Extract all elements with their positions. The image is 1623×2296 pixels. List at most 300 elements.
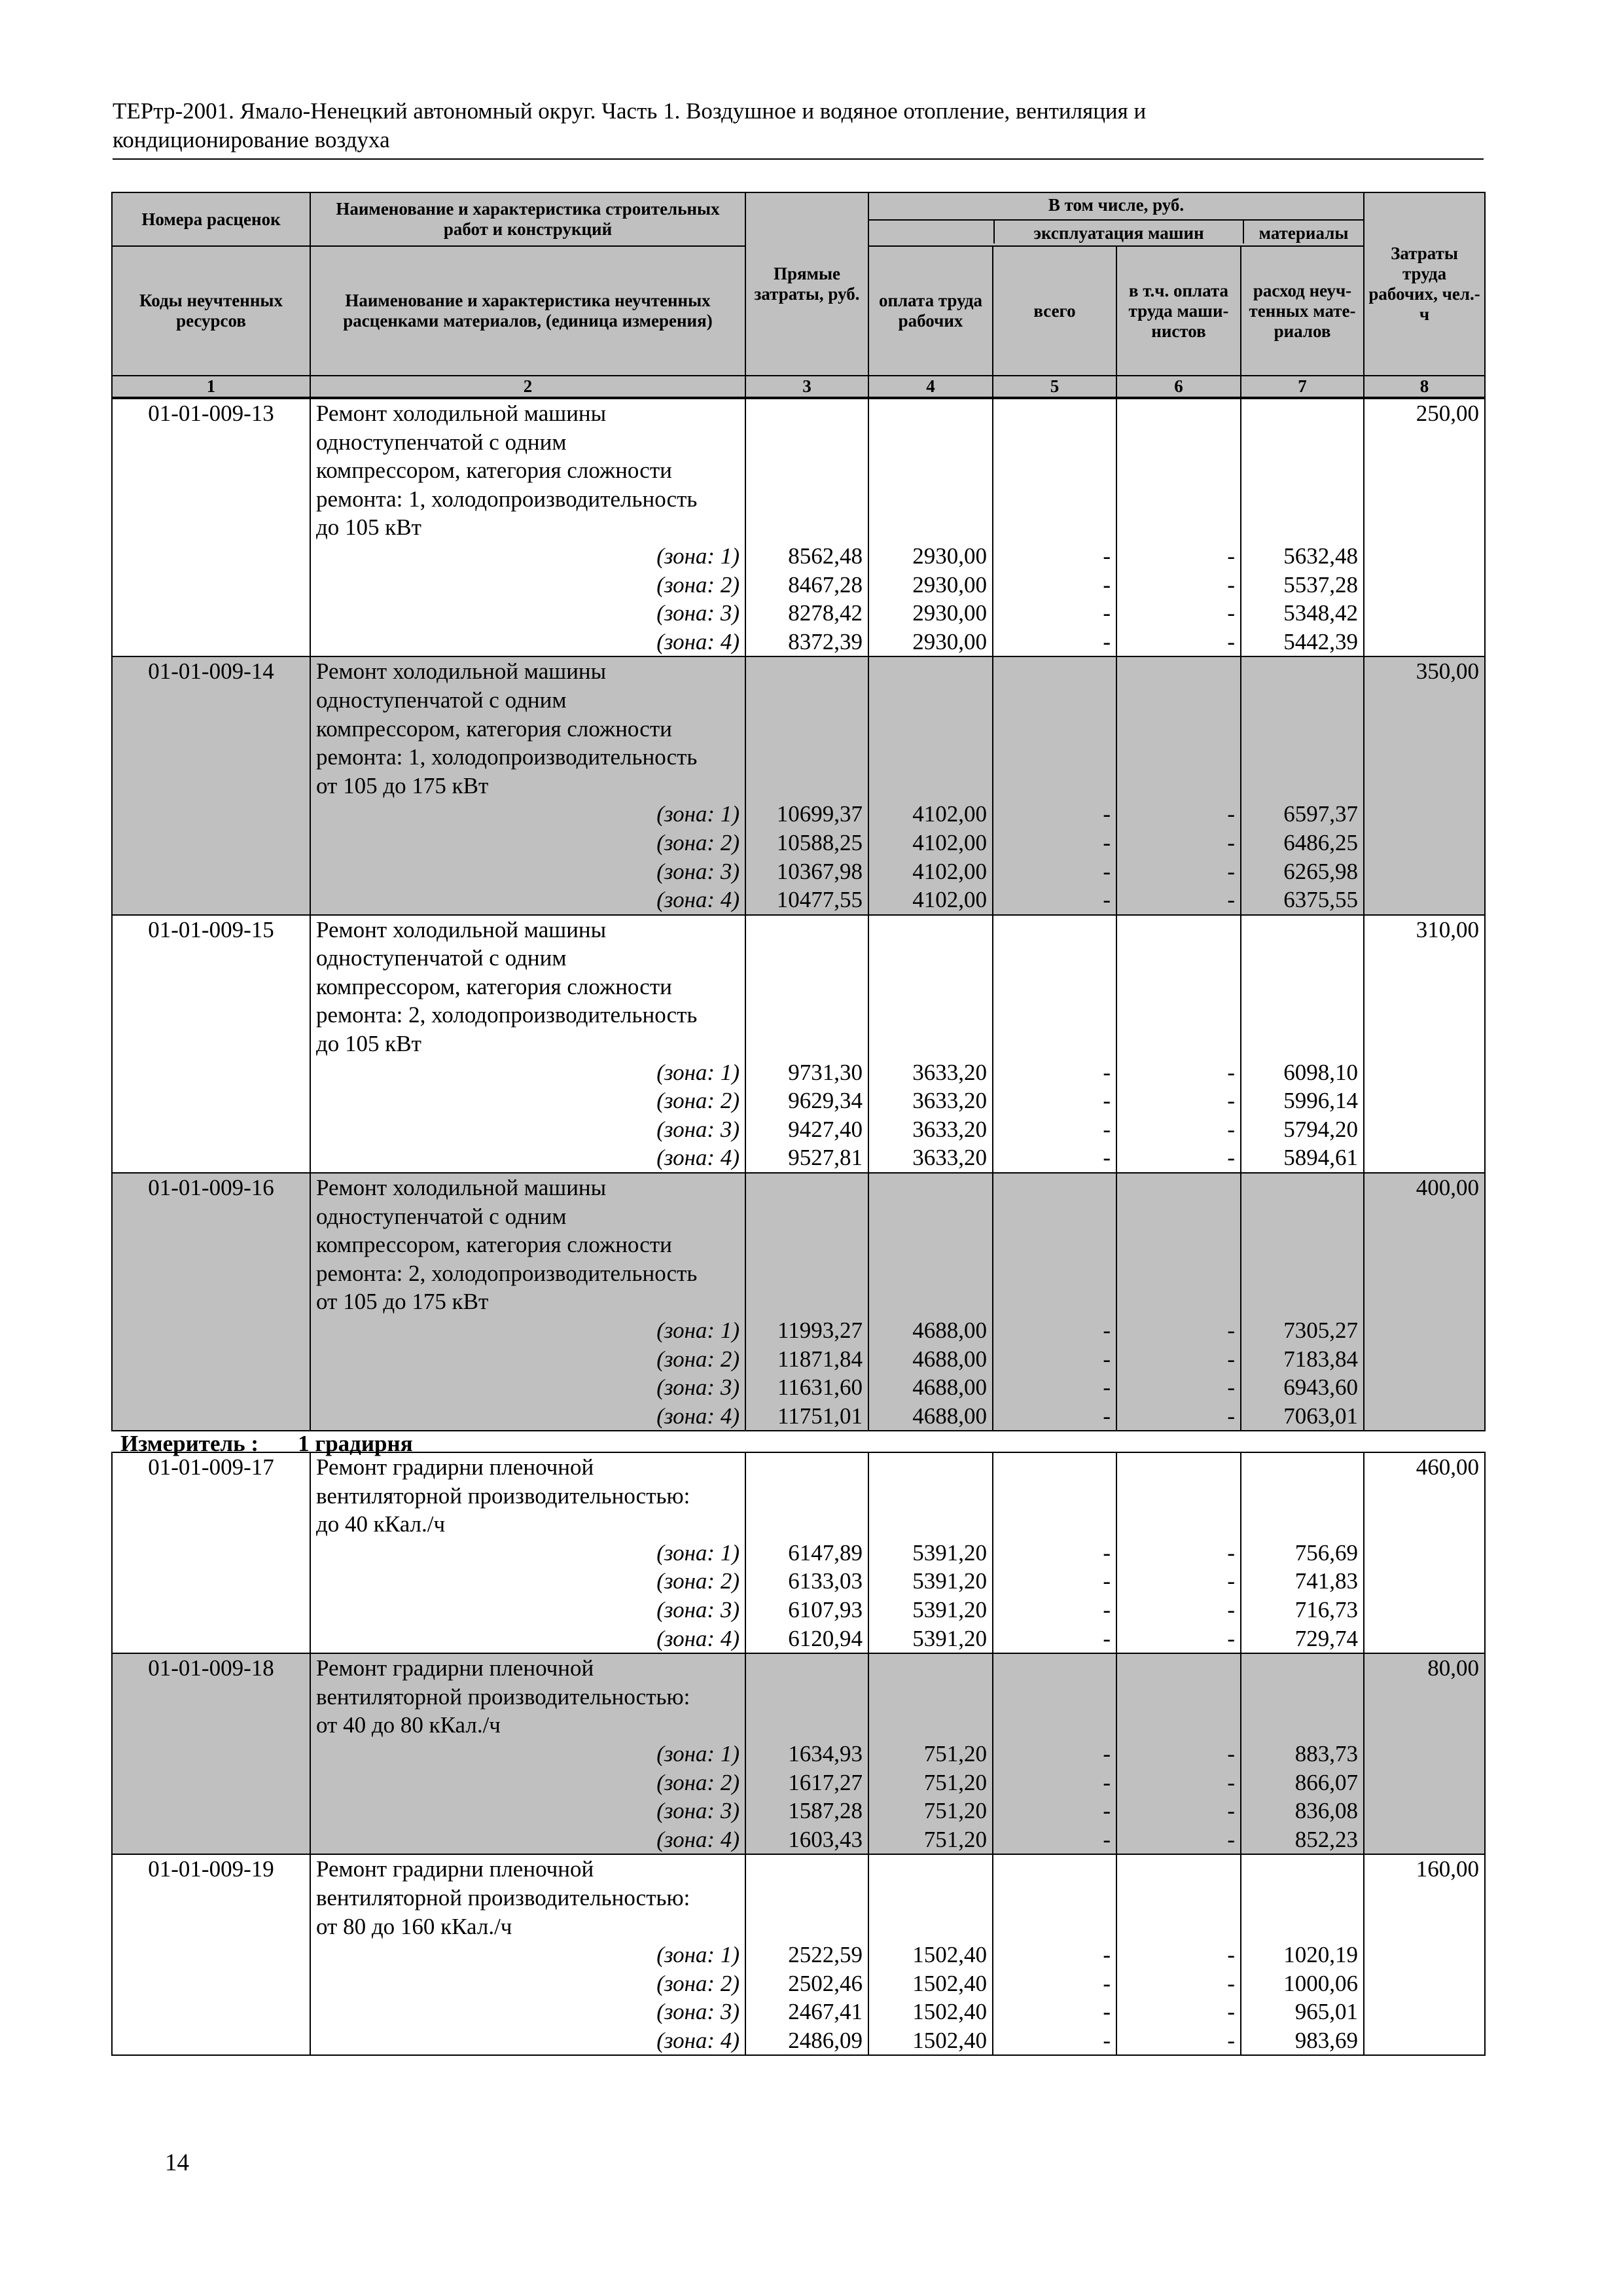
wage-cost: 1502,40 [868, 1941, 993, 1969]
empty-cell [745, 1884, 868, 1912]
labor-cost [1364, 1287, 1485, 1316]
direct-costs: 11631,60 [745, 1373, 868, 1402]
empty-cell [868, 1230, 993, 1259]
empty-cell [745, 1202, 868, 1231]
empty-cell [745, 1452, 868, 1482]
machine-cost: - [993, 1402, 1116, 1431]
rate-code: 01-01-009-19 [112, 1854, 310, 1884]
rate-code [112, 456, 310, 485]
machinist-wage: - [1116, 1941, 1241, 1969]
header-machines: эксплуатация машин [995, 221, 1244, 243]
empty-cell [993, 772, 1116, 800]
wage-cost: 751,20 [868, 1768, 993, 1797]
zone-label: (зона: 2) [310, 829, 745, 857]
empty-cell [1241, 485, 1364, 514]
table-row [112, 915, 1485, 944]
rate-name-line: до 105 кВт [310, 1030, 745, 1058]
table-row [112, 1740, 1485, 1768]
empty-cell [868, 1510, 993, 1539]
direct-costs: 2522,59 [745, 1941, 868, 1969]
table-row [112, 1797, 1485, 1825]
materials-cost: 1020,19 [1241, 1941, 1364, 1969]
empty-cell [112, 1345, 310, 1374]
machinist-wage: - [1116, 1825, 1241, 1855]
machinist-wage: - [1116, 1115, 1241, 1144]
empty-cell [745, 428, 868, 457]
labor-cost [1364, 715, 1485, 744]
empty-cell [1116, 944, 1241, 973]
empty-cell [1364, 1740, 1485, 1768]
empty-cell [1241, 1653, 1364, 1683]
empty-cell [1241, 1683, 1364, 1712]
table-row [112, 1854, 1485, 1884]
rate-code: 01-01-009-18 [112, 1653, 310, 1683]
empty-cell [1116, 1230, 1241, 1259]
empty-cell [1116, 1030, 1241, 1058]
labor-cost: 310,00 [1364, 915, 1485, 944]
empty-cell [868, 1452, 993, 1482]
machinist-wage: - [1116, 1998, 1241, 2026]
machinist-wage: - [1116, 1316, 1241, 1345]
empty-cell [993, 1230, 1116, 1259]
empty-cell [112, 1998, 310, 2026]
rate-name-line: Ремонт холодильной машины [310, 1173, 745, 1202]
empty-cell [868, 1854, 993, 1884]
empty-cell [993, 428, 1116, 457]
zone-label: (зона: 4) [310, 1825, 745, 1855]
labor-cost: 250,00 [1364, 399, 1485, 428]
empty-cell [1241, 1854, 1364, 1884]
header-wage: оплата труда рабочих [868, 246, 993, 376]
labor-cost [1364, 686, 1485, 715]
table-row [112, 1316, 1485, 1345]
empty-cell [993, 399, 1116, 428]
labor-cost [1364, 1912, 1485, 1941]
empty-cell [1116, 456, 1241, 485]
zone-label: (зона: 1) [310, 800, 745, 829]
header-code: Номера расценок [112, 192, 310, 246]
table-row [112, 513, 1485, 542]
col-number-1: 1 [112, 376, 310, 397]
wage-cost: 751,20 [868, 1797, 993, 1825]
empty-cell [112, 1115, 310, 1144]
empty-cell [112, 1567, 310, 1596]
empty-cell [1116, 1287, 1241, 1316]
materials-cost: 883,73 [1241, 1740, 1364, 1768]
rate-code [112, 1259, 310, 1288]
machine-cost: - [993, 1086, 1116, 1115]
machinist-wage: - [1116, 1086, 1241, 1115]
zone-label: (зона: 1) [310, 1316, 745, 1345]
wage-cost: 4688,00 [868, 1402, 993, 1431]
col-number-5: 5 [993, 376, 1116, 397]
empty-cell [745, 1653, 868, 1683]
rate-name-line: ремонта: 1, холодопроизводительность [310, 743, 745, 772]
labor-cost [1364, 513, 1485, 542]
table-row [112, 1482, 1485, 1511]
machinist-wage: - [1116, 1740, 1241, 1768]
empty-cell [1116, 1452, 1241, 1482]
empty-cell [993, 1030, 1116, 1058]
table-row [112, 656, 1485, 686]
machine-cost: - [993, 2026, 1116, 2056]
empty-cell [745, 915, 868, 944]
rate-code [112, 513, 310, 542]
zone-label: (зона: 3) [310, 1797, 745, 1825]
zone-label: (зона: 3) [310, 1373, 745, 1402]
zone-label: (зона: 4) [310, 2026, 745, 2056]
empty-cell [1116, 715, 1241, 744]
labor-cost [1364, 944, 1485, 973]
machinist-wage: - [1116, 2026, 1241, 2056]
direct-costs: 1587,28 [745, 1797, 868, 1825]
empty-cell [745, 399, 868, 428]
empty-cell [112, 2026, 310, 2056]
machine-cost: - [993, 599, 1116, 628]
empty-cell [112, 1941, 310, 1969]
empty-cell [1364, 1825, 1485, 1855]
rate-name-line: компрессором, категория сложности [310, 1230, 745, 1259]
empty-cell [1116, 1854, 1241, 1884]
direct-costs: 6147,89 [745, 1539, 868, 1568]
table-row [112, 829, 1485, 857]
rate-code [112, 1230, 310, 1259]
table-row [112, 1768, 1485, 1797]
empty-cell [993, 1173, 1116, 1202]
empty-cell [993, 1912, 1116, 1941]
table-row [112, 1173, 1485, 1202]
direct-costs: 8372,39 [745, 628, 868, 657]
table-row [112, 399, 1485, 428]
rate-code [112, 1912, 310, 1941]
table-row [112, 1653, 1485, 1683]
direct-costs: 1634,93 [745, 1740, 868, 1768]
header-rule [113, 158, 1484, 160]
empty-cell [1364, 886, 1485, 915]
wage-cost: 4688,00 [868, 1345, 993, 1374]
machine-cost: - [993, 1596, 1116, 1624]
machinist-wage: - [1116, 1969, 1241, 1998]
empty-cell [1116, 1683, 1241, 1712]
zone-label: (зона: 4) [310, 1143, 745, 1173]
zone-label: (зона: 2) [310, 1345, 745, 1374]
empty-cell [1116, 915, 1241, 944]
zone-label: (зона: 1) [310, 1740, 745, 1768]
table-row [112, 428, 1485, 457]
rate-code [112, 1683, 310, 1712]
table-row [112, 973, 1485, 1001]
empty-cell [1364, 542, 1485, 571]
empty-cell [1241, 1884, 1364, 1912]
machine-cost: - [993, 800, 1116, 829]
empty-cell [1116, 656, 1241, 686]
empty-cell [745, 1482, 868, 1511]
empty-cell [112, 542, 310, 571]
labor-cost [1364, 456, 1485, 485]
empty-cell [993, 1683, 1116, 1712]
zone-label: (зона: 2) [310, 1567, 745, 1596]
empty-cell [1364, 1624, 1485, 1654]
empty-cell [993, 1287, 1116, 1316]
rate-code: 01-01-009-14 [112, 656, 310, 686]
labor-cost [1364, 1711, 1485, 1740]
materials-cost: 965,01 [1241, 1998, 1364, 2026]
zone-label: (зона: 2) [310, 1086, 745, 1115]
empty-cell [1364, 1567, 1485, 1596]
direct-costs: 8278,42 [745, 599, 868, 628]
materials-cost: 6486,25 [1241, 829, 1364, 857]
table-row [112, 1058, 1485, 1087]
materials-cost: 5537,28 [1241, 571, 1364, 600]
machine-cost: - [993, 886, 1116, 915]
rate-name-line: Ремонт холодильной машины [310, 915, 745, 944]
rate-name-line: ремонта: 1, холодопроизводительность [310, 485, 745, 514]
machine-cost: - [993, 1740, 1116, 1768]
empty-cell [1364, 1316, 1485, 1345]
table-row [112, 1402, 1485, 1431]
materials-cost: 6098,10 [1241, 1058, 1364, 1087]
labor-cost: 160,00 [1364, 1854, 1485, 1884]
header-including [868, 192, 1364, 246]
machine-cost: - [993, 1797, 1116, 1825]
table-row [112, 1825, 1485, 1855]
machinist-wage: - [1116, 628, 1241, 657]
labor-cost: 80,00 [1364, 1653, 1485, 1683]
direct-costs: 6133,03 [745, 1567, 868, 1596]
wage-cost: 5391,20 [868, 1624, 993, 1654]
wage-cost: 5391,20 [868, 1596, 993, 1624]
header-including-sub [869, 221, 1363, 243]
empty-cell [1116, 973, 1241, 1001]
direct-costs: 2502,46 [745, 1969, 868, 1998]
header-materials: материалы [1258, 223, 1349, 243]
zone-label: (зона: 4) [310, 1402, 745, 1431]
empty-cell [993, 1482, 1116, 1511]
empty-cell [745, 1287, 868, 1316]
empty-cell [868, 1173, 993, 1202]
empty-cell [1241, 1259, 1364, 1288]
empty-cell [1116, 1482, 1241, 1511]
empty-cell [745, 1030, 868, 1058]
rate-name-line: Ремонт градирни пленочной [310, 1452, 745, 1482]
header-labor: Затраты труда рабочих, чел.-ч [1364, 192, 1485, 376]
empty-cell [1241, 973, 1364, 1001]
materials-cost: 836,08 [1241, 1797, 1364, 1825]
empty-cell [1241, 944, 1364, 973]
empty-cell [1241, 915, 1364, 944]
machinist-wage: - [1116, 829, 1241, 857]
empty-cell [112, 1969, 310, 1998]
empty-cell [1364, 1797, 1485, 1825]
empty-cell [745, 1912, 868, 1941]
materials-cost: 5632,48 [1241, 542, 1364, 571]
wage-cost: 1502,40 [868, 1969, 993, 1998]
meter-label: Измеритель : [120, 1431, 259, 1456]
empty-cell [993, 686, 1116, 715]
materials-cost: 6265,98 [1241, 857, 1364, 886]
zone-label: (зона: 3) [310, 1998, 745, 2026]
machinist-wage: - [1116, 542, 1241, 571]
empty-cell [112, 829, 310, 857]
table-header [111, 192, 1486, 398]
empty-cell [1364, 1373, 1485, 1402]
empty-cell [112, 1058, 310, 1087]
empty-cell [745, 772, 868, 800]
empty-cell [745, 1259, 868, 1288]
rate-group [112, 399, 1485, 656]
rate-code [112, 485, 310, 514]
rate-name-line: Ремонт холодильной машины [310, 399, 745, 428]
empty-cell [1116, 1259, 1241, 1288]
machine-cost: - [993, 1373, 1116, 1402]
rate-name-line: от 80 до 160 кКал./ч [310, 1912, 745, 1941]
empty-cell [993, 1001, 1116, 1030]
table-row [112, 1884, 1485, 1912]
direct-costs: 8467,28 [745, 571, 868, 600]
rate-group [112, 1452, 1485, 1653]
direct-costs: 11871,84 [745, 1345, 868, 1374]
rate-name-line: от 105 до 175 кВт [310, 772, 745, 800]
empty-cell [1241, 743, 1364, 772]
empty-cell [868, 1683, 993, 1712]
empty-cell [993, 973, 1116, 1001]
empty-cell [1364, 1596, 1485, 1624]
labor-cost [1364, 772, 1485, 800]
labor-cost [1364, 1259, 1485, 1288]
empty-cell [745, 743, 868, 772]
empty-cell [112, 1539, 310, 1568]
empty-cell [1241, 1173, 1364, 1202]
empty-cell [1116, 1001, 1241, 1030]
machine-cost: - [993, 1567, 1116, 1596]
empty-cell [1364, 1998, 1485, 2026]
materials-cost: 7305,27 [1241, 1316, 1364, 1345]
empty-cell [1364, 800, 1485, 829]
empty-cell [745, 944, 868, 973]
labor-cost: 400,00 [1364, 1173, 1485, 1202]
header-machines-total: всего [993, 246, 1116, 376]
wage-cost: 3633,20 [868, 1143, 993, 1173]
empty-cell [1116, 1202, 1241, 1231]
machine-cost: - [993, 1316, 1116, 1345]
rate-code: 01-01-009-15 [112, 915, 310, 944]
rate-group [112, 1653, 1485, 1854]
empty-cell [112, 1797, 310, 1825]
materials-cost: 741,83 [1241, 1567, 1364, 1596]
zone-label: (зона: 3) [310, 1596, 745, 1624]
empty-cell [993, 1711, 1116, 1740]
materials-cost: 729,74 [1241, 1624, 1364, 1654]
rate-name-line: компрессором, категория сложности [310, 456, 745, 485]
empty-cell [745, 1683, 868, 1712]
direct-costs: 10367,98 [745, 857, 868, 886]
table-row [112, 1001, 1485, 1030]
table-row [112, 1683, 1485, 1712]
table-row [112, 1259, 1485, 1288]
rate-name-line: одноступенчатой с одним [310, 944, 745, 973]
table-row [112, 1345, 1485, 1374]
empty-cell [1241, 1912, 1364, 1941]
machine-cost: - [993, 857, 1116, 886]
labor-cost [1364, 1230, 1485, 1259]
machinist-wage: - [1116, 1345, 1241, 1374]
empty-cell [993, 1510, 1116, 1539]
empty-cell [112, 886, 310, 915]
materials-cost: 866,07 [1241, 1768, 1364, 1797]
header-including-label: В том числе, руб. [869, 195, 1363, 221]
rate-group [112, 656, 1485, 914]
empty-cell [1241, 399, 1364, 428]
materials-cost: 5894,61 [1241, 1143, 1364, 1173]
rate-code [112, 973, 310, 1001]
empty-cell [112, 857, 310, 886]
zone-label: (зона: 4) [310, 886, 745, 915]
empty-cell [1116, 428, 1241, 457]
empty-cell [993, 656, 1116, 686]
table-row [112, 1567, 1485, 1596]
empty-cell [1116, 686, 1241, 715]
direct-costs: 9527,81 [745, 1143, 868, 1173]
rate-code [112, 743, 310, 772]
rate-name-line: от 40 до 80 кКал./ч [310, 1711, 745, 1740]
zone-label: (зона: 1) [310, 1058, 745, 1087]
empty-cell [745, 686, 868, 715]
labor-cost [1364, 1030, 1485, 1058]
empty-cell [868, 428, 993, 457]
direct-costs: 9731,30 [745, 1058, 868, 1087]
materials-cost: 852,23 [1241, 1825, 1364, 1855]
direct-costs: 10588,25 [745, 829, 868, 857]
direct-costs: 2486,09 [745, 2026, 868, 2056]
header-unaccounted-name: Наименование и характеристика неучтенных расценками материалов, (единица измерения) [310, 246, 745, 376]
table-row [112, 542, 1485, 571]
empty-cell [868, 915, 993, 944]
empty-cell [745, 1854, 868, 1884]
rate-name-line: одноступенчатой с одним [310, 428, 745, 457]
wage-cost: 5391,20 [868, 1539, 993, 1568]
empty-cell [1364, 628, 1485, 657]
labor-cost [1364, 1510, 1485, 1539]
wage-cost: 4102,00 [868, 829, 993, 857]
empty-cell [868, 656, 993, 686]
machine-cost: - [993, 1998, 1116, 2026]
header-title-line-1: ТЕРтр-2001. Ямало-Ненецкий автономный округ. Часть 1. Воздушное и водяное отопление, вентиляция и [113, 98, 1147, 124]
empty-cell [868, 944, 993, 973]
labor-cost [1364, 973, 1485, 1001]
empty-cell [1364, 857, 1485, 886]
machinist-wage: - [1116, 1373, 1241, 1402]
table-row [112, 456, 1485, 485]
wage-cost: 1502,40 [868, 2026, 993, 2056]
wage-cost: 1502,40 [868, 1998, 993, 2026]
table-row [112, 1969, 1485, 1998]
zone-label: (зона: 4) [310, 1624, 745, 1654]
rate-name-line: Ремонт градирни пленочной [310, 1854, 745, 1884]
materials-cost: 716,73 [1241, 1596, 1364, 1624]
table-row [112, 1373, 1485, 1402]
empty-cell [868, 715, 993, 744]
empty-cell [868, 1001, 993, 1030]
empty-cell [993, 513, 1116, 542]
rate-name-line: вентиляторной производительностью: [310, 1884, 745, 1912]
machine-cost: - [993, 829, 1116, 857]
machine-cost: - [993, 1539, 1116, 1568]
table-row [112, 1287, 1485, 1316]
wage-cost: 4688,00 [868, 1316, 993, 1345]
direct-costs: 11993,27 [745, 1316, 868, 1345]
empty-cell [1241, 1482, 1364, 1511]
direct-costs: 11751,01 [745, 1402, 868, 1431]
